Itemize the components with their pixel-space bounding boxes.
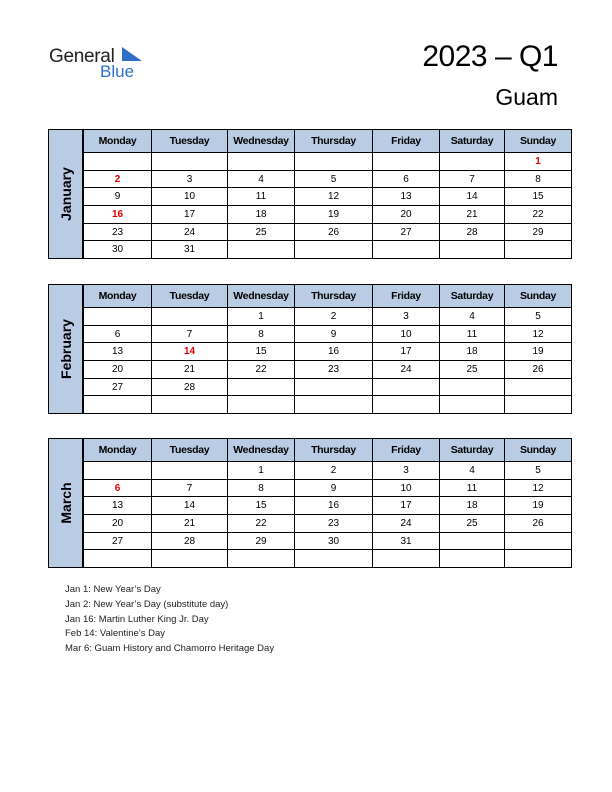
weekday-header: Saturday <box>440 285 505 308</box>
weekday-header-row <box>84 285 572 308</box>
day-cell <box>295 396 373 414</box>
day-cell <box>505 550 572 568</box>
day-cell: 20 <box>84 515 152 533</box>
week-row <box>84 497 572 515</box>
day-cell <box>440 532 505 550</box>
day-cell: 14 <box>152 497 228 515</box>
day-cell: 25 <box>440 361 505 379</box>
holiday-note: Jan 2: New Year’s Day (substitute day) <box>65 598 229 610</box>
day-cell: 17 <box>373 343 440 361</box>
day-cell: 18 <box>228 206 295 224</box>
day-cell: 29 <box>505 223 572 241</box>
day-cell: 4 <box>228 170 295 188</box>
day-cell: 30 <box>295 532 373 550</box>
day-cell: 5 <box>505 308 572 326</box>
day-cell <box>373 378 440 396</box>
day-cell: 27 <box>373 223 440 241</box>
day-cell <box>152 396 228 414</box>
day-cell: 11 <box>228 188 295 206</box>
weekday-header: Tuesday <box>152 285 228 308</box>
day-cell <box>505 378 572 396</box>
day-cell <box>228 550 295 568</box>
day-cell: 3 <box>373 308 440 326</box>
weekday-header: Thursday <box>295 439 373 462</box>
day-cell: 9 <box>295 479 373 497</box>
day-cell <box>152 153 228 171</box>
day-cell: 1 <box>228 462 295 480</box>
day-cell: 20 <box>373 206 440 224</box>
day-cell <box>295 153 373 171</box>
day-cell: 7 <box>152 325 228 343</box>
day-cell: 27 <box>84 532 152 550</box>
day-cell <box>295 378 373 396</box>
day-cell <box>373 396 440 414</box>
day-cell <box>228 396 295 414</box>
day-cell: 2 <box>295 462 373 480</box>
day-cell: 8 <box>228 479 295 497</box>
week-row <box>84 325 572 343</box>
month-label-cell <box>48 438 83 568</box>
day-cell: 29 <box>228 532 295 550</box>
day-cell <box>228 378 295 396</box>
week-row <box>84 343 572 361</box>
day-cell: 13 <box>373 188 440 206</box>
month-name: February <box>57 319 74 379</box>
day-cell: 26 <box>295 223 373 241</box>
day-cell: 18 <box>440 343 505 361</box>
day-cell: 28 <box>152 378 228 396</box>
week-row <box>84 153 572 171</box>
day-cell: 9 <box>295 325 373 343</box>
month-table <box>83 438 572 568</box>
weekday-header: Wednesday <box>228 439 295 462</box>
day-cell: 10 <box>373 479 440 497</box>
week-row <box>84 396 572 414</box>
month-name: January <box>57 167 74 221</box>
day-cell <box>440 241 505 259</box>
day-cell: 19 <box>505 343 572 361</box>
day-cell <box>505 532 572 550</box>
day-cell: 25 <box>440 515 505 533</box>
weekday-header: Saturday <box>440 130 505 153</box>
day-cell: 9 <box>84 188 152 206</box>
weekday-header: Friday <box>373 130 440 153</box>
day-cell: 28 <box>440 223 505 241</box>
week-row <box>84 308 572 326</box>
weekday-header: Tuesday <box>152 439 228 462</box>
week-row <box>84 532 572 550</box>
day-cell: 19 <box>505 497 572 515</box>
weekday-header: Sunday <box>505 439 572 462</box>
week-row <box>84 223 572 241</box>
month-table <box>83 129 572 259</box>
day-cell: 24 <box>373 361 440 379</box>
day-cell <box>440 378 505 396</box>
day-cell: 11 <box>440 325 505 343</box>
page-title: 2023 – Q1 <box>422 40 558 73</box>
day-cell: 17 <box>373 497 440 515</box>
day-cell: 26 <box>505 515 572 533</box>
day-cell: 8 <box>505 170 572 188</box>
day-cell <box>152 462 228 480</box>
month-label-cell <box>48 129 83 259</box>
week-row <box>84 241 572 259</box>
weekday-header: Friday <box>373 285 440 308</box>
day-cell: 30 <box>84 241 152 259</box>
day-cell <box>440 396 505 414</box>
day-cell <box>440 550 505 568</box>
day-cell: 6 <box>84 479 152 497</box>
logo-blue-text: Blue <box>100 62 135 81</box>
week-row <box>84 170 572 188</box>
day-cell: 25 <box>228 223 295 241</box>
day-cell: 11 <box>440 479 505 497</box>
day-cell <box>228 241 295 259</box>
day-cell: 10 <box>373 325 440 343</box>
holiday-note: Feb 14: Valentine’s Day <box>65 628 165 640</box>
day-cell: 31 <box>152 241 228 259</box>
day-cell: 23 <box>295 515 373 533</box>
holiday-note: Jan 1: New Year’s Day <box>65 584 161 595</box>
day-cell: 28 <box>152 532 228 550</box>
week-row <box>84 206 572 224</box>
logo-triangle-icon <box>122 47 142 61</box>
day-cell: 1 <box>505 153 572 171</box>
day-cell: 22 <box>228 361 295 379</box>
day-cell <box>505 396 572 414</box>
weekday-header-row <box>84 439 572 462</box>
day-cell: 10 <box>152 188 228 206</box>
day-cell: 1 <box>228 308 295 326</box>
month-label-cell <box>48 284 83 414</box>
day-cell: 8 <box>228 325 295 343</box>
day-cell: 16 <box>84 206 152 224</box>
day-cell: 5 <box>505 462 572 480</box>
weekday-header: Monday <box>84 439 152 462</box>
day-cell: 14 <box>152 343 228 361</box>
day-cell <box>440 153 505 171</box>
weekday-header: Monday <box>84 130 152 153</box>
day-cell <box>84 396 152 414</box>
week-row <box>84 462 572 480</box>
day-cell: 27 <box>84 378 152 396</box>
day-cell: 21 <box>152 515 228 533</box>
holiday-notes <box>65 583 274 657</box>
day-cell: 24 <box>373 515 440 533</box>
day-cell: 21 <box>152 361 228 379</box>
day-cell: 2 <box>84 170 152 188</box>
day-cell: 2 <box>295 308 373 326</box>
day-cell: 22 <box>228 515 295 533</box>
day-cell: 14 <box>440 188 505 206</box>
day-cell: 16 <box>295 343 373 361</box>
weekday-header: Saturday <box>440 439 505 462</box>
day-cell <box>84 462 152 480</box>
holiday-note: Jan 16: Martin Luther King Jr. Day <box>65 613 209 625</box>
day-cell <box>373 241 440 259</box>
day-cell: 7 <box>440 170 505 188</box>
day-cell <box>373 550 440 568</box>
week-row <box>84 550 572 568</box>
holiday-note: Mar 6: Guam History and Chamorro Heritage Day <box>65 643 275 655</box>
week-row <box>84 188 572 206</box>
day-cell: 22 <box>505 206 572 224</box>
day-cell <box>84 308 152 326</box>
day-cell: 15 <box>228 343 295 361</box>
day-cell: 12 <box>505 325 572 343</box>
weekday-header: Friday <box>373 439 440 462</box>
day-cell: 19 <box>295 206 373 224</box>
day-cell <box>295 241 373 259</box>
day-cell: 4 <box>440 308 505 326</box>
day-cell <box>84 550 152 568</box>
day-cell <box>84 153 152 171</box>
weekday-header: Sunday <box>505 285 572 308</box>
day-cell: 31 <box>373 532 440 550</box>
weekday-header: Thursday <box>295 130 373 153</box>
day-cell <box>505 241 572 259</box>
day-cell: 5 <box>295 170 373 188</box>
day-cell: 20 <box>84 361 152 379</box>
day-cell: 26 <box>505 361 572 379</box>
generalblue-logo <box>49 44 149 84</box>
day-cell: 18 <box>440 497 505 515</box>
weekday-header: Wednesday <box>228 130 295 153</box>
week-row <box>84 378 572 396</box>
logo-general-text: General <box>49 46 115 67</box>
day-cell: 17 <box>152 206 228 224</box>
day-cell: 13 <box>84 343 152 361</box>
day-cell: 13 <box>84 497 152 515</box>
day-cell: 23 <box>84 223 152 241</box>
day-cell: 12 <box>295 188 373 206</box>
day-cell <box>152 550 228 568</box>
day-cell: 3 <box>152 170 228 188</box>
country-name: Guam <box>495 84 558 110</box>
weekday-header: Thursday <box>295 285 373 308</box>
month-table <box>83 284 572 414</box>
weekday-header: Tuesday <box>152 130 228 153</box>
day-cell: 24 <box>152 223 228 241</box>
week-row <box>84 479 572 497</box>
day-cell: 12 <box>505 479 572 497</box>
day-cell: 23 <box>295 361 373 379</box>
day-cell: 7 <box>152 479 228 497</box>
week-row <box>84 361 572 379</box>
day-cell: 6 <box>84 325 152 343</box>
weekday-header: Wednesday <box>228 285 295 308</box>
weekday-header: Sunday <box>505 130 572 153</box>
day-cell: 6 <box>373 170 440 188</box>
day-cell <box>228 153 295 171</box>
day-cell: 15 <box>505 188 572 206</box>
day-cell <box>373 153 440 171</box>
month-name: March <box>57 482 74 524</box>
weekday-header: Monday <box>84 285 152 308</box>
day-cell: 21 <box>440 206 505 224</box>
day-cell: 4 <box>440 462 505 480</box>
day-cell: 3 <box>373 462 440 480</box>
week-row <box>84 515 572 533</box>
day-cell: 15 <box>228 497 295 515</box>
day-cell: 16 <box>295 497 373 515</box>
weekday-header-row <box>84 130 572 153</box>
day-cell <box>295 550 373 568</box>
day-cell <box>152 308 228 326</box>
